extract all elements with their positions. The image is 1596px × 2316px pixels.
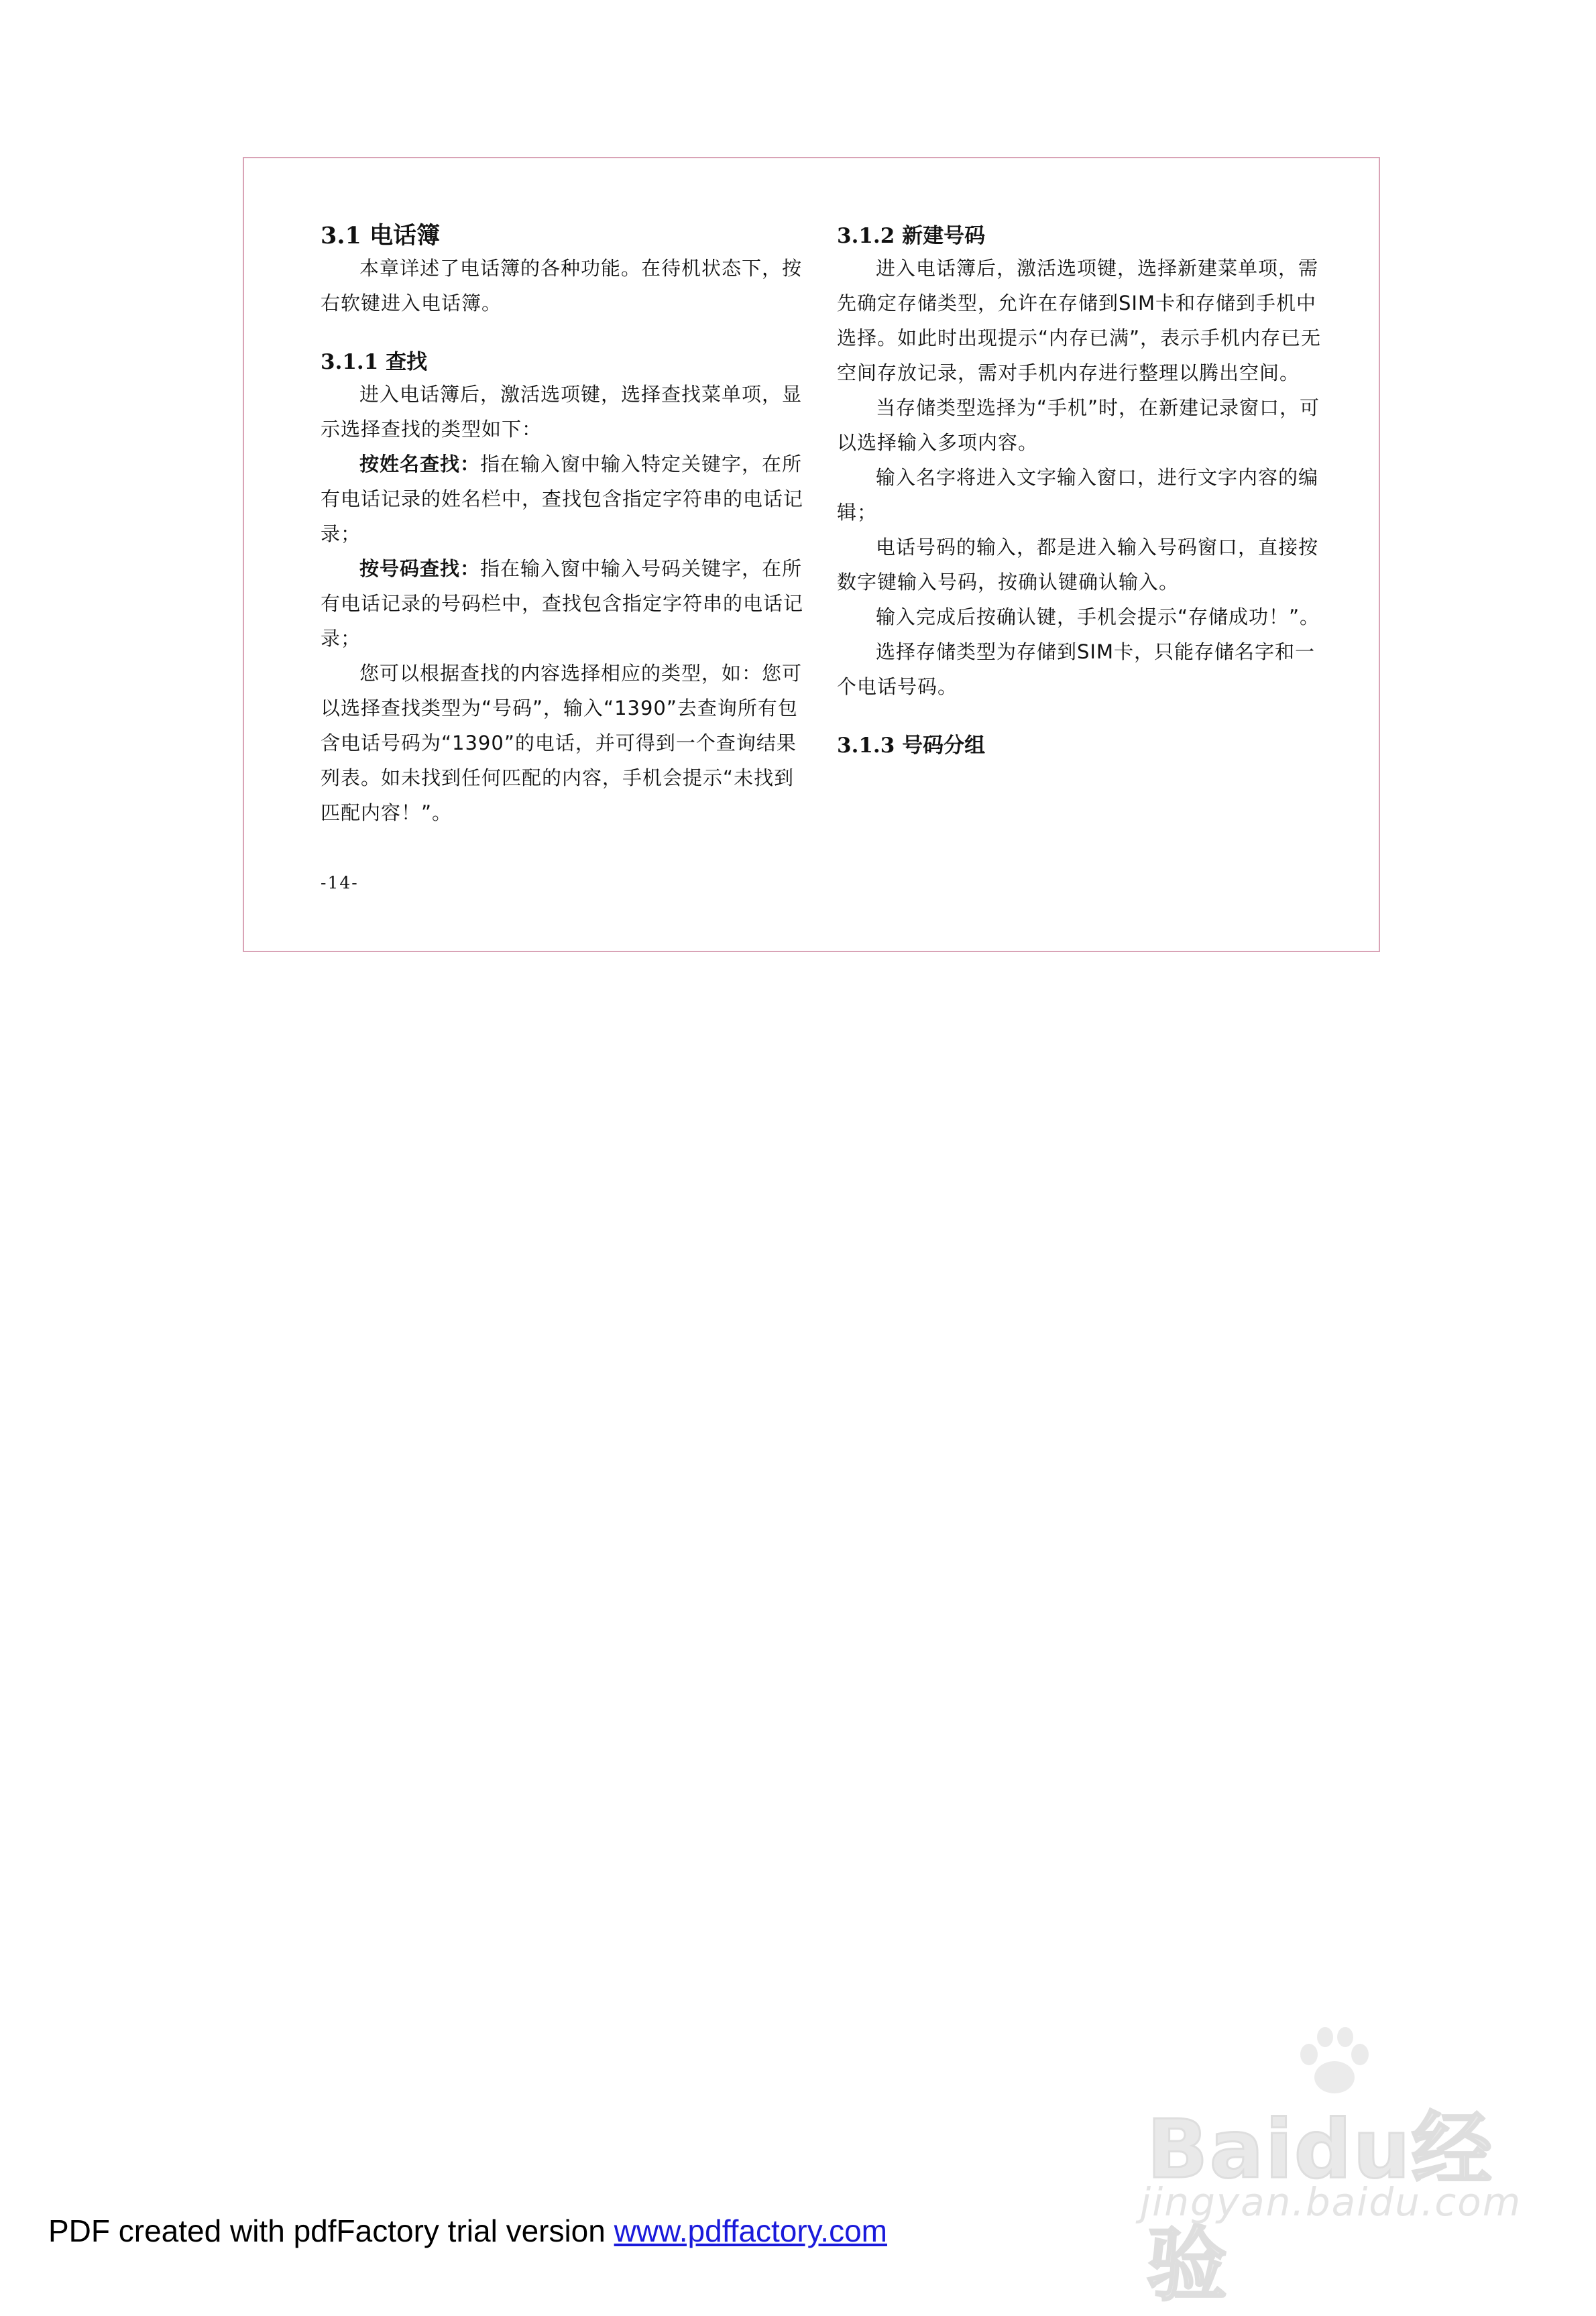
right-column (837, 221, 1333, 760)
section-heading-3-1-2: 3.1.2 新建号码 (837, 224, 986, 248)
find-by-number-paragraph (321, 551, 810, 656)
section-heading-3-1: 3.1 电话簿 (321, 222, 441, 249)
footer-text: PDF created with pdfFactory trial version (48, 2213, 614, 2248)
footer-link[interactable]: www.pdffactory.com (614, 2213, 887, 2248)
new-number-paragraph-3: 输入名字将进入文字输入窗口，进行文字内容的编辑； (837, 466, 1319, 524)
find-example-paragraph: 您可以根据查找的内容选择相应的类型，如：您可以选择查找类型为“号码”，输入“1390”去查询所有包含电话号码为“1390”的电话，并可得到一个查询结果列表。如未找到任何匹配的内容，手机会提示“未找到匹配内容！”。 (321, 662, 803, 824)
pdf-footer (48, 2213, 887, 2249)
baidu-watermark (1120, 2025, 1536, 2312)
intro-paragraph: 本章详述了电话簿的各种功能。在待机状态下，按右软键进入电话簿。 (321, 257, 803, 314)
new-number-paragraph-6: 选择存储类型为存储到SIM卡，只能存储名字和一个电话号码。 (837, 640, 1315, 698)
page-number: -14- (321, 873, 359, 892)
find-paragraph: 进入电话簿后，激活选项键，选择查找菜单项，显示选择查找的类型如下： (321, 383, 803, 441)
section-heading-3-1-1: 3.1.1 查找 (321, 350, 428, 374)
new-number-paragraph-4: 电话号码的输入，都是进入输入号码窗口，直接按数字键输入号码，按确认键确认输入。 (837, 536, 1319, 593)
watermark-brand: Baidu经验 (1147, 2103, 1493, 2312)
find-by-name-label: 按姓名查找： (359, 453, 481, 475)
find-by-name-paragraph (321, 447, 810, 551)
find-by-name-text: 指在输入窗中输入特定关键字，在所有电话记录的姓名栏中，查找包含指定字符串的电话记录； (321, 453, 804, 545)
new-number-paragraph-5: 输入完成后按确认键，手机会提示“存储成功！”。 (876, 605, 1320, 628)
left-column (321, 221, 810, 830)
watermark-url: jingyan.baidu.com (1140, 2179, 1522, 2225)
new-number-paragraph-2: 当存储类型选择为“手机”时，在新建记录窗口，可以选择输入多项内容。 (837, 396, 1320, 454)
new-number-paragraph-1: 进入电话簿后，激活选项键，选择新建菜单项，需先确定存储类型，允许在存储到SIM卡和存储到手机中选择。如此时出现提示“内存已满”，表示手机内存已无空间存放记录，需对手机内存进行整理以腾出空间。 (837, 257, 1322, 384)
find-by-number-label: 按号码查找： (359, 557, 481, 580)
find-by-number-text: 指在输入窗中输入号码关键字，在所有电话记录的号码栏中，查找包含指定字符串的电话记录； (321, 557, 804, 650)
section-heading-3-1-3: 3.1.3 号码分组 (837, 734, 986, 758)
